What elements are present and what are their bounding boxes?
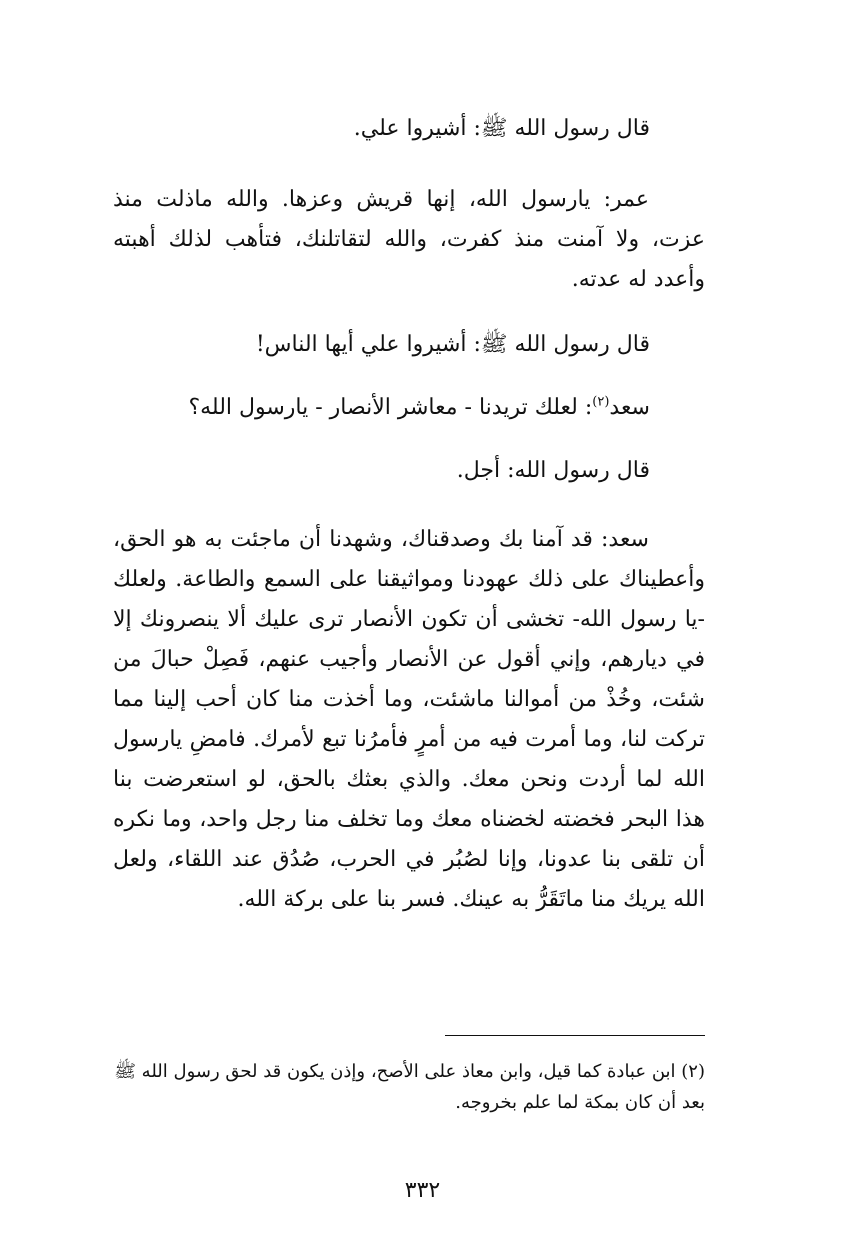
speaker-name: سعد — [609, 395, 650, 420]
paragraph-prophet-asks: قال رسول الله ﷺ: أشيروا علي. — [353, 116, 650, 141]
paragraph-umar-reply: عمر: يارسول الله، إنها قريش وعزها. والله ماذلت منذ عزت، ولا آمنت منذ كفرت، والله لتقاتلنك، فتأهب لذلك أهبته وأعدد له عدته. — [113, 187, 705, 292]
footnote-divider — [445, 1035, 705, 1036]
paragraph-prophet-asks-people: قال رسول الله ﷺ: أشيروا علي أيها الناس! — [255, 332, 650, 357]
paragraph-prophet-answer: قال رسول الله: أجل. — [456, 458, 650, 483]
saad-question-text: : لعلك تريدنا - معاشر الأنصار - يارسول الله؟ — [188, 395, 593, 420]
page-number: ٣٣٢ — [404, 1178, 441, 1203]
paragraph-saad-question — [188, 395, 650, 420]
footnote-text: (٢) ابن عبادة كما قيل، وابن معاذ على الأصح، وإذن يكون قد لحق رسول الله ﷺ بعد أن كان بمكة لما علم بخروجه. — [114, 1061, 705, 1113]
paragraph-saad-speech: سعد: قد آمنا بك وصدقناك، وشهدنا أن ماجئت به هو الحق، وأعطيناك على ذلك عهودنا ومواثيقنا على السمع والطاعة. ولعلك -يا رسول الله- تخشى أن تكون الأنصار ترى عليك ألا ينصرونك إلا في ديارهم، وإني أقول عن الأنصار وأجيب عنهم، فَصِلْ حبالَ من شئت، وخُذْ من أموالنا ماشئت، وما أخذت منا كان أحب إلينا مما تركت لنا، وما أمرت فيه من أمرٍ فأمرُنا تبع لأمرك. فامضِ يارسول الله لما أردت ونحن معك. والذي بعثك بالحق، لو استعرضت بنا هذا البحر فخضته لخضناه معك وما تخلف منا رجل واحد، وما نكره أن تلقى بنا عدونا، وإنا لصُبُر في الحرب، صُدُق عند اللقاء، ولعل الله يريك منا ماتَقَرُّ به عينك. فسر بنا على بركة الله. — [113, 527, 705, 912]
footnote-marker: (٢) — [592, 394, 610, 410]
